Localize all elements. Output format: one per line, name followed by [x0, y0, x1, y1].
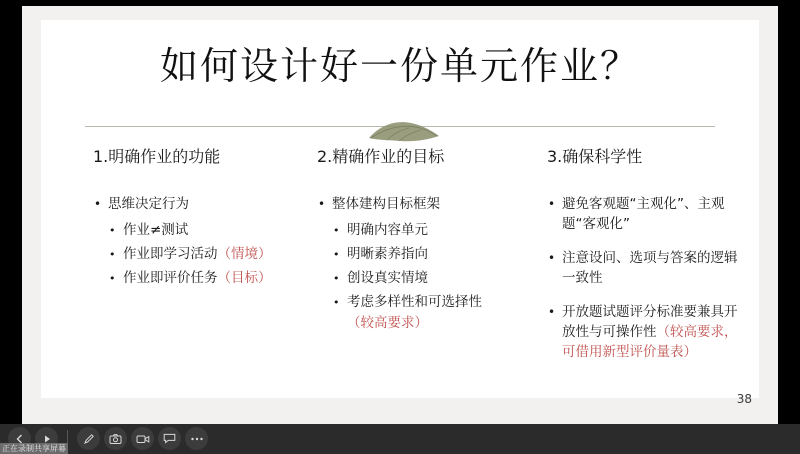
- title-divider: [85, 126, 715, 127]
- sub-bullet-accent: （目标）: [217, 270, 272, 286]
- page-title: 如何设计好一份单元作业？: [159, 44, 640, 88]
- player-control-bar[interactable]: [0, 424, 800, 454]
- sub-bullet-text: 作业即学习活动: [123, 246, 218, 262]
- list-item: [547, 302, 743, 362]
- sub-bullet-accent: （较高要求）: [347, 315, 428, 331]
- pen-tool-button[interactable]: [77, 427, 100, 450]
- sub-bullet-text: 创设真实情境: [347, 270, 428, 286]
- column-2-sub-bullets: [332, 220, 527, 334]
- chevron-left-icon: [15, 434, 25, 444]
- bullet-text: 注意设问、选项与答案的逻辑一致性: [562, 250, 738, 286]
- column-1-heading: 1.明确作业的功能: [93, 147, 221, 166]
- bullet-text: 避免客观题“主观化”、主观题“客观化”: [562, 196, 725, 232]
- recording-status-text: 正在录制共享屏幕: [2, 444, 66, 453]
- page-number: 38: [736, 392, 752, 406]
- camera-icon: [109, 433, 122, 445]
- column-1-bullets: [93, 194, 293, 289]
- column-2-heading: 2.精确作业的目标: [317, 147, 445, 166]
- ellipsis-icon: [190, 437, 204, 441]
- sub-bullet-text: 考虑多样性和可选择性: [347, 294, 482, 310]
- column-2-bullets: [317, 194, 527, 334]
- list-item: [332, 220, 527, 241]
- slide-frame: [22, 6, 778, 424]
- column-3-heading: 3.确保科学性: [547, 147, 643, 166]
- bullet-text: 思维决定行为: [108, 196, 189, 212]
- player-left-letterbox: [0, 0, 22, 424]
- sub-bullet-text: 作业≠测试: [123, 222, 189, 238]
- slide-canvas: [41, 20, 759, 398]
- bullet-accent: （较高要求，可借用新型评价量表）: [562, 324, 738, 360]
- bullet-text: 整体建构目标框架: [332, 196, 440, 212]
- screenshot-button[interactable]: [104, 427, 127, 450]
- list-item: [108, 244, 293, 265]
- list-item: [108, 268, 293, 289]
- sub-bullet-text: 明晰素养指向: [347, 246, 428, 262]
- chat-button[interactable]: [158, 427, 181, 450]
- column-3: [547, 146, 743, 376]
- more-options-button[interactable]: [185, 427, 208, 450]
- sub-bullet-accent: （情境）: [217, 246, 272, 262]
- player-right-letterbox: [778, 0, 800, 424]
- list-item: [317, 194, 527, 334]
- leaf-ornament-icon: [367, 116, 441, 146]
- list-item: [547, 248, 743, 288]
- column-1-sub-bullets: [108, 220, 293, 289]
- sub-bullet-text: 明确内容单元: [347, 222, 428, 238]
- pen-icon: [83, 433, 95, 445]
- column-3-bullets: [547, 194, 743, 362]
- chat-icon: [163, 433, 176, 444]
- column-2: [317, 146, 527, 340]
- list-item: [547, 194, 743, 234]
- slide-columns: [41, 146, 759, 396]
- bullet-text: 开放题试题评分标准要兼具开放性与可操作性: [562, 304, 738, 340]
- list-item: [332, 244, 527, 265]
- list-item: [332, 292, 527, 334]
- sub-bullet-text: 作业即评价任务: [123, 270, 218, 286]
- column-1: [93, 146, 293, 295]
- list-item: [332, 268, 527, 289]
- video-button[interactable]: [131, 427, 154, 450]
- list-item: [108, 220, 293, 241]
- video-icon: [136, 434, 150, 444]
- play-icon: [42, 434, 52, 444]
- list-item: [93, 194, 293, 289]
